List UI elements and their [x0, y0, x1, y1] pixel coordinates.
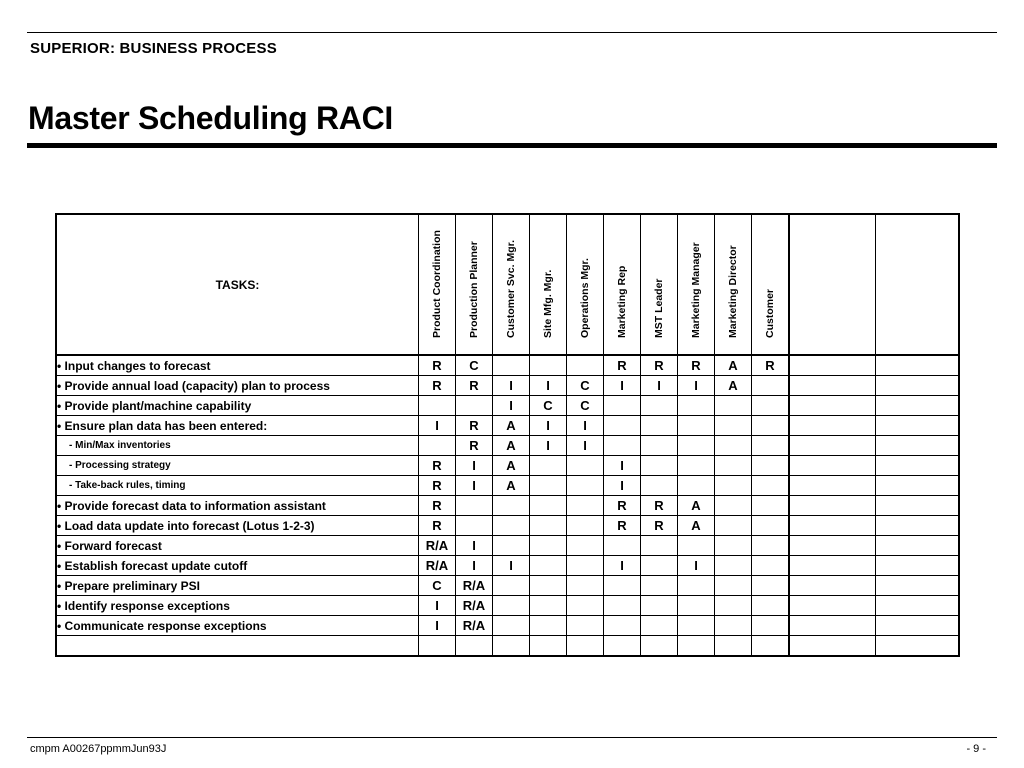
- task-cell: - Take-back rules, timing: [56, 476, 419, 496]
- raci-cell: [530, 596, 567, 616]
- role-label: Marketing Rep: [616, 265, 628, 338]
- raci-cell: [752, 536, 790, 556]
- raci-cell: I: [678, 376, 715, 396]
- raci-cell: [604, 396, 641, 416]
- raci-cell: I: [493, 376, 530, 396]
- blank-cell: [876, 456, 960, 476]
- raci-cell: A: [715, 355, 752, 376]
- document-code: cmpm A00267ppmmJun93J: [30, 743, 167, 755]
- blank-cell: [876, 596, 960, 616]
- task-cell: • Identify response exceptions: [56, 596, 419, 616]
- role-label: Product Coordination: [431, 230, 443, 338]
- raci-cell: [752, 556, 790, 576]
- raci-cell: R: [419, 476, 456, 496]
- raci-cell: R: [678, 355, 715, 376]
- raci-cell: A: [493, 476, 530, 496]
- raci-cell: I: [530, 376, 567, 396]
- raci-cell: [752, 596, 790, 616]
- blank-cell: [789, 476, 876, 496]
- blank-cell: [789, 616, 876, 636]
- raci-cell: R/A: [419, 556, 456, 576]
- blank-cell: [789, 496, 876, 516]
- raci-cell: [604, 616, 641, 636]
- raci-cell: [678, 456, 715, 476]
- role-header: [493, 214, 530, 355]
- raci-cell: I: [419, 416, 456, 436]
- raci-cell: I: [530, 436, 567, 456]
- raci-cell: R: [752, 355, 790, 376]
- raci-cell: [456, 636, 493, 657]
- raci-cell: [715, 496, 752, 516]
- raci-cell: I: [456, 536, 493, 556]
- raci-cell: [530, 556, 567, 576]
- task-cell: [56, 636, 419, 657]
- raci-cell: [752, 496, 790, 516]
- raci-cell: I: [530, 416, 567, 436]
- raci-cell: [419, 396, 456, 416]
- raci-cell: I: [678, 556, 715, 576]
- table-row: [56, 596, 959, 616]
- table-row: [56, 436, 959, 456]
- raci-cell: [604, 596, 641, 616]
- raci-cell: [419, 436, 456, 456]
- table-row: [56, 576, 959, 596]
- table-row: [56, 516, 959, 536]
- raci-cell: A: [678, 496, 715, 516]
- raci-cell: R: [419, 496, 456, 516]
- task-cell: • Provide plant/machine capability: [56, 396, 419, 416]
- task-cell: • Ensure plan data has been entered:: [56, 416, 419, 436]
- table-row: [56, 496, 959, 516]
- raci-cell: [678, 396, 715, 416]
- raci-cell: [715, 596, 752, 616]
- raci-cell: [752, 416, 790, 436]
- raci-cell: [715, 396, 752, 416]
- raci-cell: [493, 355, 530, 376]
- raci-cell: [530, 516, 567, 536]
- table-row: [56, 416, 959, 436]
- raci-cell: [715, 476, 752, 496]
- raci-cell: I: [493, 396, 530, 416]
- raci-cell: A: [715, 376, 752, 396]
- raci-cell: C: [567, 376, 604, 396]
- raci-cell: R: [419, 355, 456, 376]
- raci-cell: [715, 456, 752, 476]
- raci-cell: [567, 355, 604, 376]
- raci-cell: [641, 416, 678, 436]
- raci-cell: [641, 636, 678, 657]
- raci-cell: R/A: [456, 616, 493, 636]
- raci-cell: [530, 456, 567, 476]
- blank-cell: [876, 476, 960, 496]
- role-label: Customer Svc. Mgr.: [505, 239, 517, 338]
- role-label: MST Leader: [653, 278, 665, 338]
- raci-cell: R: [641, 496, 678, 516]
- raci-cell: R: [456, 436, 493, 456]
- table-row: [56, 456, 959, 476]
- raci-table-container: [55, 213, 960, 657]
- raci-cell: [715, 556, 752, 576]
- raci-table: [55, 213, 960, 657]
- raci-cell: [715, 576, 752, 596]
- tasks-column-header: TASKS:: [56, 214, 419, 355]
- raci-cell: [493, 636, 530, 657]
- raci-cell: A: [493, 416, 530, 436]
- raci-cell: [715, 616, 752, 636]
- raci-cell: A: [493, 456, 530, 476]
- raci-cell: A: [493, 436, 530, 456]
- raci-cell: [641, 556, 678, 576]
- task-cell: - Processing strategy: [56, 456, 419, 476]
- blank-cell: [789, 536, 876, 556]
- raci-cell: [604, 436, 641, 456]
- blank-cell: [789, 355, 876, 376]
- blank-cell: [876, 616, 960, 636]
- raci-cell: C: [419, 576, 456, 596]
- raci-cell: R: [456, 416, 493, 436]
- raci-cell: [567, 496, 604, 516]
- raci-cell: R: [419, 456, 456, 476]
- raci-cell: [604, 536, 641, 556]
- raci-cell: R: [419, 516, 456, 536]
- raci-cell: I: [567, 416, 604, 436]
- raci-cell: [530, 576, 567, 596]
- raci-cell: [678, 596, 715, 616]
- raci-cell: [641, 576, 678, 596]
- blank-cell: [876, 576, 960, 596]
- title-rule: [27, 143, 997, 148]
- raci-cell: [678, 616, 715, 636]
- table-row: [56, 396, 959, 416]
- raci-cell: I: [604, 556, 641, 576]
- raci-cell: [530, 496, 567, 516]
- raci-cell: I: [604, 456, 641, 476]
- raci-cell: [752, 456, 790, 476]
- role-header: [604, 214, 641, 355]
- table-row: [56, 376, 959, 396]
- raci-cell: [493, 496, 530, 516]
- raci-cell: [752, 576, 790, 596]
- raci-cell: [456, 496, 493, 516]
- raci-cell: I: [456, 456, 493, 476]
- raci-cell: [493, 516, 530, 536]
- raci-cell: R: [604, 496, 641, 516]
- raci-cell: [678, 436, 715, 456]
- page-title: Master Scheduling RACI: [28, 100, 394, 136]
- raci-cell: [567, 596, 604, 616]
- role-label: Production Planner: [468, 241, 480, 338]
- raci-cell: [493, 536, 530, 556]
- task-cell: • Forward forecast: [56, 536, 419, 556]
- raci-cell: [715, 416, 752, 436]
- raci-cell: I: [456, 476, 493, 496]
- blank-column-header: [876, 214, 960, 355]
- raci-cell: [752, 636, 790, 657]
- blank-cell: [876, 376, 960, 396]
- raci-cell: [567, 616, 604, 636]
- raci-cell: I: [604, 376, 641, 396]
- blank-cell: [876, 516, 960, 536]
- raci-cell: [752, 616, 790, 636]
- raci-cell: [530, 355, 567, 376]
- raci-cell: I: [419, 596, 456, 616]
- task-cell: • Input changes to forecast: [56, 355, 419, 376]
- raci-cell: I: [419, 616, 456, 636]
- raci-cell: A: [678, 516, 715, 536]
- raci-cell: [641, 616, 678, 636]
- raci-cell: [715, 516, 752, 536]
- role-label: Customer: [764, 288, 776, 338]
- blank-cell: [876, 355, 960, 376]
- table-row: [56, 476, 959, 496]
- raci-cell: [752, 376, 790, 396]
- task-cell: • Prepare preliminary PSI: [56, 576, 419, 596]
- raci-cell: [604, 576, 641, 596]
- raci-cell: R/A: [456, 596, 493, 616]
- table-row: [56, 556, 959, 576]
- raci-cell: [567, 456, 604, 476]
- raci-cell: [641, 456, 678, 476]
- task-cell: • Provide forecast data to information assistant: [56, 496, 419, 516]
- raci-cell: [493, 576, 530, 596]
- footer-rule: [27, 737, 997, 738]
- table-row: [56, 536, 959, 556]
- role-header: [715, 214, 752, 355]
- raci-cell: [641, 396, 678, 416]
- raci-cell: [678, 636, 715, 657]
- blank-cell: [789, 396, 876, 416]
- table-row: [56, 616, 959, 636]
- page-number: - 9 -: [966, 743, 986, 755]
- raci-cell: C: [567, 396, 604, 416]
- task-cell: • Load data update into forecast (Lotus 1-2-3): [56, 516, 419, 536]
- raci-cell: [641, 436, 678, 456]
- blank-cell: [789, 576, 876, 596]
- blank-cell: [789, 596, 876, 616]
- raci-table-body: [56, 355, 959, 656]
- blank-cell: [789, 376, 876, 396]
- header-rule: [27, 32, 997, 33]
- raci-cell: R: [641, 516, 678, 536]
- table-header-row: [56, 214, 959, 355]
- blank-cell: [789, 556, 876, 576]
- blank-cell: [876, 416, 960, 436]
- raci-cell: [641, 596, 678, 616]
- raci-cell: [641, 476, 678, 496]
- raci-cell: [530, 536, 567, 556]
- task-cell: • Provide annual load (capacity) plan to process: [56, 376, 419, 396]
- raci-cell: I: [641, 376, 678, 396]
- blank-cell: [876, 436, 960, 456]
- raci-cell: [641, 536, 678, 556]
- blank-cell: [789, 416, 876, 436]
- raci-cell: [715, 636, 752, 657]
- role-header: [419, 214, 456, 355]
- raci-cell: [530, 616, 567, 636]
- raci-cell: [752, 396, 790, 416]
- raci-cell: [678, 536, 715, 556]
- blank-cell: [876, 536, 960, 556]
- raci-cell: [530, 476, 567, 496]
- raci-cell: I: [604, 476, 641, 496]
- table-row: [56, 636, 959, 657]
- raci-cell: [678, 416, 715, 436]
- raci-cell: R: [419, 376, 456, 396]
- role-label: Operations Mgr.: [579, 258, 591, 338]
- raci-cell: [456, 396, 493, 416]
- role-header: [456, 214, 493, 355]
- role-label: Site Mfg. Mgr.: [542, 269, 554, 338]
- raci-cell: R: [604, 516, 641, 536]
- raci-cell: [752, 516, 790, 536]
- raci-cell: [567, 476, 604, 496]
- raci-cell: R: [641, 355, 678, 376]
- raci-cell: [567, 516, 604, 536]
- table-row: [56, 355, 959, 376]
- task-cell: • Communicate response exceptions: [56, 616, 419, 636]
- role-label: Marketing Director: [727, 245, 739, 338]
- raci-cell: [567, 536, 604, 556]
- role-header: [530, 214, 567, 355]
- raci-cell: C: [530, 396, 567, 416]
- raci-cell: [493, 616, 530, 636]
- blank-cell: [789, 516, 876, 536]
- blank-column-header: [789, 214, 876, 355]
- raci-cell: C: [456, 355, 493, 376]
- blank-cell: [876, 396, 960, 416]
- raci-cell: [493, 596, 530, 616]
- blank-cell: [789, 636, 876, 657]
- raci-cell: [567, 636, 604, 657]
- raci-cell: R: [456, 376, 493, 396]
- raci-cell: I: [493, 556, 530, 576]
- raci-cell: [567, 556, 604, 576]
- raci-cell: R/A: [419, 536, 456, 556]
- blank-cell: [876, 556, 960, 576]
- raci-cell: I: [567, 436, 604, 456]
- raci-cell: [752, 436, 790, 456]
- raci-cell: I: [456, 556, 493, 576]
- raci-cell: R: [604, 355, 641, 376]
- task-cell: - Min/Max inventories: [56, 436, 419, 456]
- raci-cell: [456, 516, 493, 536]
- raci-cell: [752, 476, 790, 496]
- raci-cell: [530, 636, 567, 657]
- raci-cell: R/A: [456, 576, 493, 596]
- raci-cell: [678, 576, 715, 596]
- blank-cell: [876, 636, 960, 657]
- raci-cell: [604, 416, 641, 436]
- role-header: [678, 214, 715, 355]
- role-header: [752, 214, 790, 355]
- role-header: [641, 214, 678, 355]
- raci-cell: [715, 536, 752, 556]
- raci-cell: [419, 636, 456, 657]
- raci-cell: [567, 576, 604, 596]
- task-cell: • Establish forecast update cutoff: [56, 556, 419, 576]
- section-header: SUPERIOR: BUSINESS PROCESS: [30, 40, 277, 57]
- blank-cell: [876, 496, 960, 516]
- blank-cell: [789, 436, 876, 456]
- blank-cell: [789, 456, 876, 476]
- role-label: Marketing Manager: [690, 242, 702, 338]
- role-header: [567, 214, 604, 355]
- raci-cell: [604, 636, 641, 657]
- raci-cell: [678, 476, 715, 496]
- raci-cell: [715, 436, 752, 456]
